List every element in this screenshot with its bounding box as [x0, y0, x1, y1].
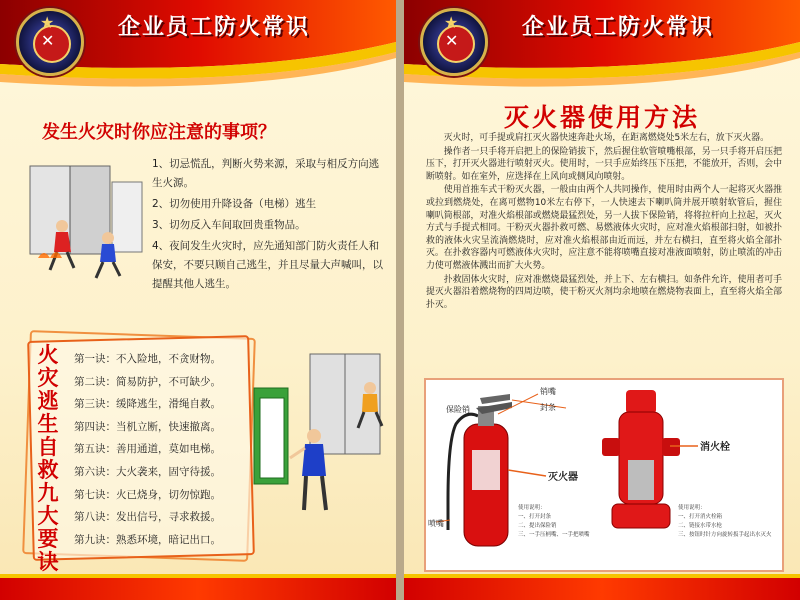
right-header [404, 0, 800, 96]
handle-label: 销嘴 [540, 387, 556, 396]
rule-item: 第七诀：火已烧身，切勿惊跑。 [74, 488, 221, 501]
right-header-title: 企业员工防火常识 [522, 15, 715, 40]
equipment-drawing [426, 380, 782, 570]
rule-item: 第八诀：发出信号，寻求救援。 [74, 511, 221, 524]
escape-illustration [24, 162, 150, 282]
rule-item: 第六诀：大火袭来，固守待援。 [74, 465, 221, 478]
left-heading: 发生火灾时你应注意的事项？ [42, 122, 276, 143]
left-header [0, 0, 396, 96]
rule-item: 第一诀：不入险地，不贪财物。 [74, 353, 221, 365]
usage-step: 三、按钮时针方向旋转扳手起出水灭火 [678, 532, 772, 538]
extinguisher-usage [518, 504, 590, 540]
hydrant-icon [626, 390, 656, 414]
usage-step: 一、打开封条 [518, 514, 552, 520]
usage-step: 三、一手压柄嘴、一手把喷嘴 [518, 532, 590, 538]
nozzle-label: 喷嘴 [428, 519, 444, 528]
usage-step: 二、提出保险销 [518, 523, 557, 529]
usage-step: 二、链接水带水枪 [678, 523, 723, 529]
rule-item: 第二诀：简易防护，不可缺少。 [74, 375, 221, 388]
tip-item: 4、夜间发生火灾时，应先通知部门防火责任人和保安，不要只顾自己逃生，并且尽量大声喊叫，以提醒其他人逃生。 [152, 240, 383, 290]
left-header-title: 企业员工防火常识 [118, 15, 311, 40]
tip-item: 1、切忌慌乱，判断火势来源，采取与相反方向逃生火源。 [152, 158, 380, 189]
extinguisher-label: 灭火器 [548, 472, 578, 483]
tip-item: 3、切勿反入车间取回贵重物品。 [152, 219, 306, 231]
hydrant-label: 消火栓 [700, 442, 730, 453]
page-gutter [396, 0, 404, 600]
usage-step: 一、打开消火栓箱 [678, 514, 723, 520]
fire-department-emblem-icon: ★ ✕ [16, 8, 84, 76]
mnemonic-rules-list [74, 348, 244, 551]
instruction-paragraph: 使用首推车式干粉灭火器，一般由由两个人共同操作，使用时由两个人一起将灭火器推或拉到燃烧处，在离可燃物10米左右停下，一人快速去下喇叭筒并展开喷射软管后，握住喇叭筒根部，对准火焰根部或燃烧最猛烈处，另一人拔下保险销，将将拉杆向上拉起，灭火方式与手提式相同。干粉灭火器扑救可燃、易燃液体火灾时，应对准火焰根部扫射，如被扑救的液体火灾呈流淌燃烧时，应对准火焰根部由近而远，并左右横扫，直至将火焰全部扑灭。在扑救容器内可燃液体火灾时，应注意不能将喷嘴直接对准液面喷射，防止喷流的冲击力使可燃液体溅出而扩大火势。 [426, 185, 782, 271]
extinguisher-instructions [426, 132, 782, 312]
hydrant-usage [678, 504, 772, 540]
fire-tips-list [152, 155, 384, 296]
right-bottom-bar [404, 578, 800, 600]
rule-item: 第九诀：熟悉环境，暗记出口。 [74, 533, 221, 546]
door-exit-illustration [250, 348, 390, 518]
safety-pin-label: 保险销 [446, 405, 470, 414]
instruction-paragraph: 扑救固体火灾时，应对准燃烧最猛烈处，并上下、左右横扫。如条件允许，使用者可手提灭火器沿着燃烧物的四周边喷，使干粉灭火剂均余地喷在燃烧物表面上，直至将火焰全部扑灭。 [426, 274, 782, 310]
right-poster-panel [404, 0, 800, 600]
tip-item: 2、切勿使用升降设备（电梯）逃生 [152, 198, 317, 210]
rule-item: 第三诀：缓降逃生，滑绳自救。 [74, 398, 221, 411]
rule-item: 第五诀：善用通道，莫如电梯。 [74, 443, 221, 456]
fire-department-emblem-icon: ★ ✕ [420, 8, 488, 76]
seal-label: 封条 [540, 403, 556, 412]
equipment-diagram [424, 378, 784, 572]
rule-item: 第四诀：当机立断，快速撤离。 [74, 420, 221, 433]
instruction-paragraph: 灭火时，可手提或肩扛灭火器快速奔赴火场，在距离燃烧处5米左右，放下灭火器。 [443, 133, 769, 143]
right-heading: 灭火器使用方法 [503, 103, 700, 132]
mnemonic-title: 火灾逃生自救九大要诀 [37, 343, 59, 574]
usage-title: 使用说明： [518, 505, 546, 511]
left-poster-panel [0, 0, 396, 600]
instruction-paragraph: 操作者一只手将开启把上的保险销拔下，然后握住软管喷嘴根部，另一只手将开启压把压下，打开灭火器进行喷射灭火。使用时，一只手应始终压下压把，不能放开，否则，会中断喷射。如在室外，应选择在上风向或侧风向喷射。 [426, 146, 782, 182]
usage-title: 使用说明： [678, 505, 706, 511]
left-bottom-bar [0, 578, 396, 600]
